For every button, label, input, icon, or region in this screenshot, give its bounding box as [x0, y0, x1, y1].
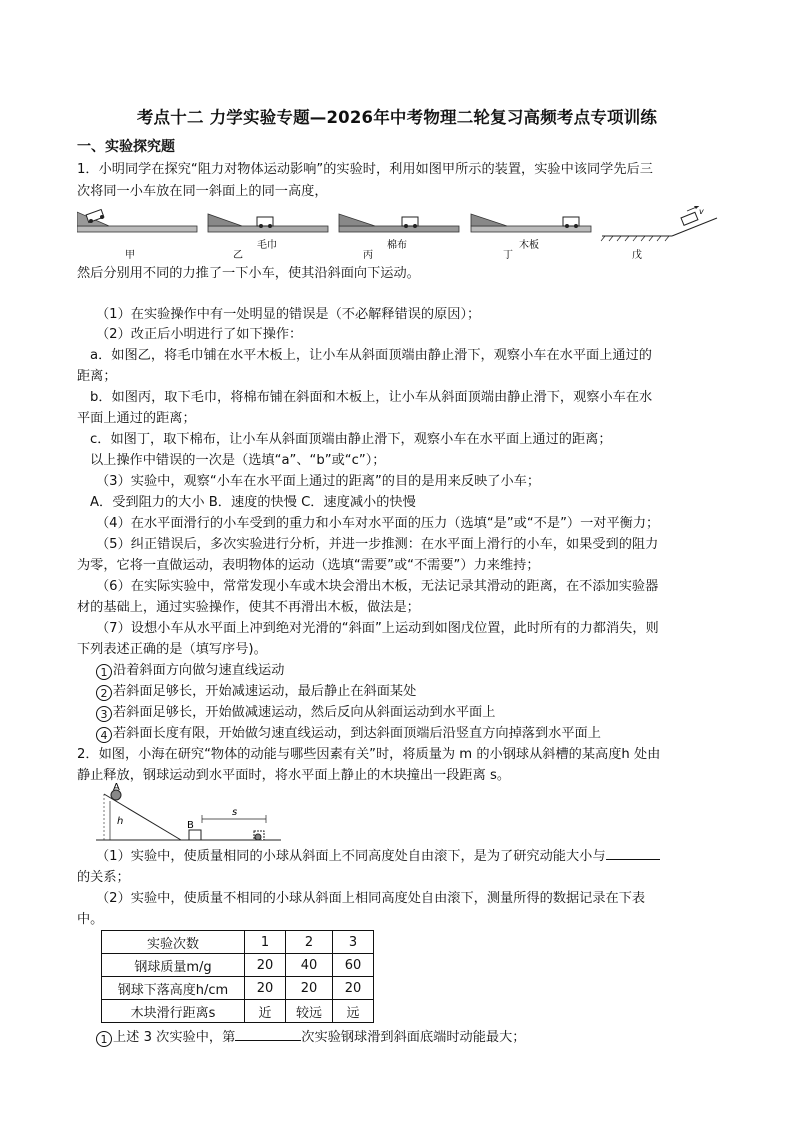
- fig-label: 丁: [503, 250, 513, 261]
- table-row: [102, 954, 374, 977]
- table-cell: 60: [333, 954, 374, 977]
- q1-text: 次将同一小车放在同一斜面上的同一高度，: [77, 184, 328, 199]
- q1-text: 然后分别用不同的力推了一下小车，使其沿斜面向下运动。: [77, 266, 420, 281]
- fig-label: 乙: [233, 250, 243, 261]
- q1-part-6: 材的基础上，通过实验操作，使其不再滑出木板，做法是；: [77, 600, 420, 615]
- answer-blank[interactable]: [606, 859, 660, 860]
- table-cell: 钢球质量m/g: [102, 954, 245, 977]
- fig-label: v: [699, 207, 704, 216]
- fig-jia: [77, 210, 197, 232]
- q2-part-2: 中。: [77, 912, 104, 927]
- fig-bing: [339, 214, 459, 232]
- table-cell: 较远: [286, 1000, 333, 1023]
- table-cell: 20: [333, 977, 374, 1000]
- fig-yi: [208, 214, 328, 232]
- q2-part-1: 的关系；: [77, 870, 130, 885]
- q1-choice-3: 3 若斜面足够长，开始做减速运动，然后反向从斜面运动到水平面上: [96, 703, 741, 723]
- q1-part-5: 为零，它将一直做运动，表明物体的运动（选填“需要”或“不需要”）力来维持；: [77, 558, 540, 573]
- q1-step-c: 以上操作中错误的一次是（选填“a”、“b”或“c”）；: [90, 453, 386, 468]
- fig-label: 棉布: [387, 240, 407, 251]
- table-header-row: [102, 931, 374, 954]
- circled-number: 1: [96, 664, 112, 680]
- q2-text: 2．如图，小海在研究“物体的动能与哪些因素有关”时，将质量为 m 的小钢球从斜槽的某高度h 处由: [77, 747, 661, 762]
- table-cell: 实验次数: [102, 931, 245, 954]
- fig-label: 木板: [519, 240, 539, 251]
- q1-step-a: a．如图乙，将毛巾铺在水平木板上，让小车从斜面顶端由静止滑下，观察小车在水平面上通过的: [90, 348, 652, 363]
- table-cell: 40: [286, 954, 333, 977]
- q1-choice-4: 4 若斜面长度有限，开始做匀速直线运动，到达斜面顶端后沿竖直方向掉落到水平面上: [96, 724, 741, 744]
- fig-label: B: [187, 820, 194, 831]
- circled-number: 1: [96, 1031, 112, 1047]
- circled-number: 2: [96, 685, 112, 701]
- q1-part-7: （7）设想小车从水平面上冲到绝对光滑的“斜面”上运动到如图戊位置，此时所有的力都消失，则: [96, 621, 659, 636]
- data-table: [101, 930, 374, 1023]
- page-title: 考点十二 力学实验专题—2026年中考物理二轮复习高频考点专项训练: [136, 108, 658, 127]
- fig-label: s: [232, 807, 238, 818]
- fig-label: 丙: [363, 250, 373, 261]
- circled-number: 3: [96, 706, 112, 722]
- table-cell: 木块滑行距离s: [102, 1000, 245, 1023]
- q2-part-2: （2）实验中，使质量不相同的小球从斜面上相同高度处自由滚下，测量所得的数据记录在下表: [96, 891, 646, 906]
- q1-choice-1: 1 沿着斜面方向做匀速直线运动: [96, 661, 741, 681]
- q1-step-a: 距离；: [77, 369, 117, 384]
- q2-part-1: （1）实验中，使质量相同的小球从斜面上不同高度处自由滚下，是为了研究动能大小与: [96, 847, 741, 867]
- q1-part-4: （4）在水平面滑行的小车受到的重力和小车对水平面的压力（选填“是”或“不是”）一对平衡力；: [96, 516, 660, 531]
- q1-part-3-options: A．受到阻力的大小 B．速度的快慢 C．速度减小的快慢: [90, 495, 416, 510]
- q1-part-3: （3）实验中，观察“小车在水平面上通过的距离”的目的是用来反映了小车；: [96, 474, 541, 489]
- q2-figure: [96, 782, 286, 844]
- section-heading: 一、实验探究题: [77, 139, 175, 155]
- q1-part-7: 下列表述正确的是（填写序号)。: [77, 642, 267, 657]
- fig-label: 戊: [632, 250, 642, 261]
- table-row: [102, 1000, 374, 1023]
- table-row: [102, 977, 374, 1000]
- table-cell: 近: [245, 1000, 286, 1023]
- q1-part-1: （1）在实验操作中有一处明显的错误是（不必解释错误的原因）；: [96, 307, 481, 322]
- q1-part-5: （5）纠正错误后，多次实验进行分析，并进一步推测：在水平面上滑行的小车，如果受到的阻力: [96, 537, 659, 552]
- fig-label: 毛巾: [257, 240, 277, 251]
- table-cell: 20: [245, 954, 286, 977]
- table-cell: 钢球下落高度h/cm: [102, 977, 245, 1000]
- table-cell: 20: [286, 977, 333, 1000]
- fig-label: 甲: [125, 250, 135, 261]
- q1-step-b: 平面上通过的距离；: [77, 411, 196, 426]
- fig-label: h: [117, 816, 124, 827]
- q2-subpart-1: 1 上述 3 次实验中，第 次实验钢球滑到斜面底端时动能最大；: [96, 1028, 741, 1048]
- fig-label: A: [113, 782, 120, 793]
- q1-step-b: b．如图丙，取下毛巾，将棉布铺在斜面和木板上，让小车从斜面顶端由静止滑下，观察小车在水: [90, 390, 653, 405]
- q2-text: 静止释放，钢球运动到水平面时，将水平面上静止的木块撞出一段距离 s。: [77, 768, 511, 783]
- table-cell: 20: [245, 977, 286, 1000]
- q1-step-c: c．如图丁，取下棉布，让小车从斜面顶端由静止滑下，观察小车在水平面上通过的距离；: [90, 432, 612, 447]
- table-cell: 3: [333, 931, 374, 954]
- q1-part-6: （6）在实际实验中，常常发现小车或木块会滑出木板，无法记录其滑动的距离，在不添加实验器: [96, 579, 659, 594]
- q1-text: 1．小明同学在探究“阻力对物体运动影响”的实验时，利用如图甲所示的装置，实验中该同学先后三: [77, 162, 653, 177]
- fig-ding: [471, 214, 591, 232]
- table-cell: 2: [286, 931, 333, 954]
- q1-figure-row: [77, 206, 722, 264]
- answer-blank[interactable]: [235, 1040, 301, 1041]
- table-cell: 远: [333, 1000, 374, 1023]
- circled-number: 4: [96, 727, 112, 743]
- q1-choice-2: 2 若斜面足够长，开始减速运动，最后静止在斜面某处: [96, 682, 741, 702]
- q1-part-2: （2）改正后小明进行了如下操作：: [96, 327, 303, 342]
- table-cell: 1: [245, 931, 286, 954]
